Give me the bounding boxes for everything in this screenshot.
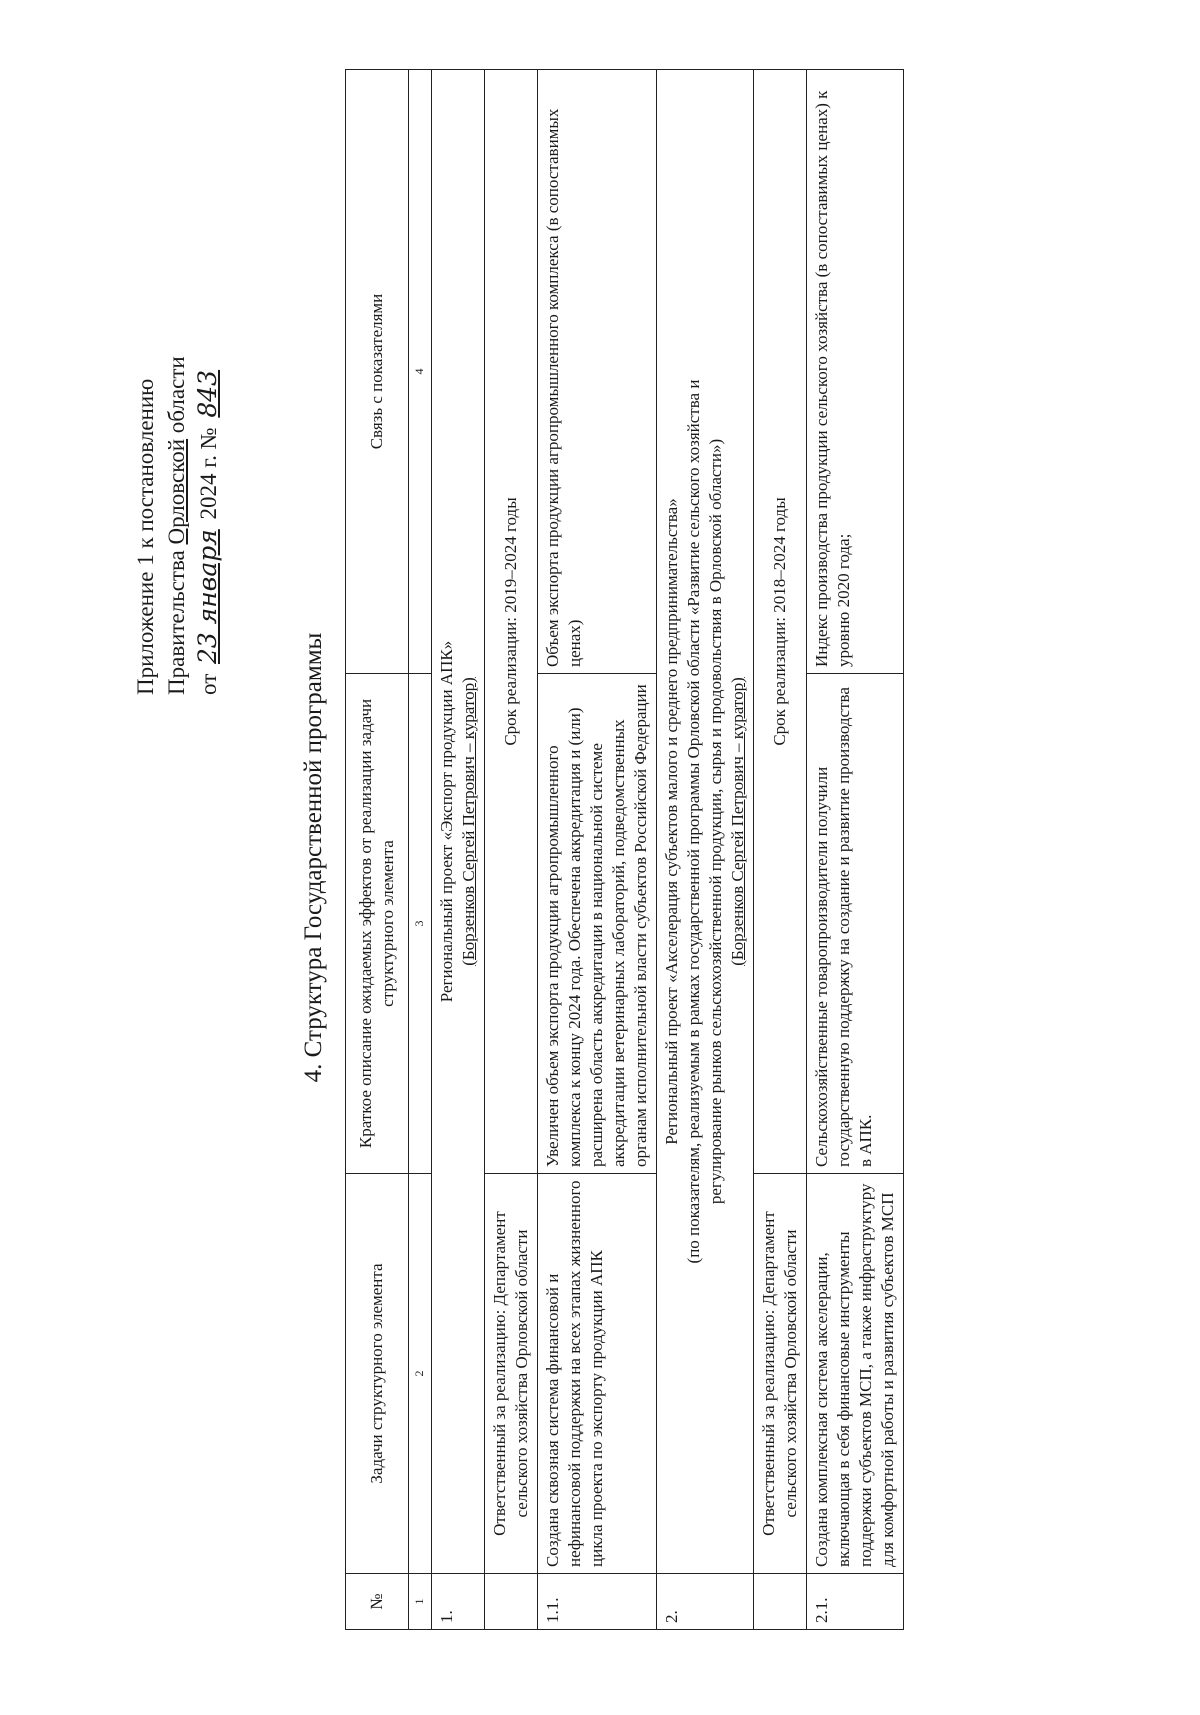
section-title: 4. Структура Государственной программы [300, 632, 327, 1083]
handwritten-date: 23 января [193, 529, 222, 664]
project-curator-text: (Борзенков Сергей Петрович – куратор) [459, 677, 478, 966]
column-number-row [409, 70, 432, 1630]
project-curator-text: (Борзенков Сергей Петрович – куратор) [728, 677, 747, 966]
task-indicators: Объем экспорта продукции агропромышленного комплекса (в сопоставимых ценах) [538, 70, 657, 674]
task-row [807, 70, 904, 1630]
empty-cell [485, 1574, 538, 1630]
column-number-3: 3 [409, 674, 432, 1174]
header-line-2-prefix: Правительства [164, 544, 189, 695]
handwritten-number: 843 [193, 369, 222, 418]
header-line-3 [192, 255, 224, 695]
period-cell: Срок реализации: 2018–2024 годы [754, 70, 807, 1174]
header-line-2 [161, 255, 192, 695]
task-row [538, 70, 657, 1630]
column-number-4: 4 [409, 70, 432, 674]
row-number: 2. [657, 1574, 754, 1630]
header-line-1: Приложение 1 к постановлению [133, 378, 158, 695]
header-cell-tasks: Задачи структурного элемента [346, 1174, 409, 1574]
program-structure-table [345, 69, 904, 1630]
task-effects: Сельскохозяйственные товаропроизводители получили государственную поддержку на создание и развитие производства в АПК. [807, 674, 904, 1174]
task-effects: Увеличен объем экспорта продукции агропромышленного комплекса к концу 2024 года. Обеспечена аккредитация и (или) расширена область аккредитации в национальной системе аккредитации ветеринарных лабораторий, подведомственных органам исполнительной власти субъектов Российской Федерации [538, 674, 657, 1174]
task-number: 1.1. [538, 1574, 657, 1630]
column-number-2: 2 [409, 1174, 432, 1574]
task-number: 2.1. [807, 1574, 904, 1630]
period-cell: Срок реализации: 2019–2024 годы [485, 70, 538, 1174]
project-scope-line-1: (по показателям, реализуемым в рамках государственной программы Орловской области «Развитие сельского хозяйства и [684, 379, 703, 1264]
project-curator [727, 76, 749, 1567]
appendix-header [130, 255, 224, 695]
responsible-row [485, 70, 538, 1630]
header-line-2-suffix: области [164, 356, 189, 439]
project-scope-line-2: регулирование рынков сельскохозяйственной продукции, сырья и продовольствия в Орловской области») [706, 438, 725, 1205]
header-cell-effects: Краткое описание ожидаемых эффектов от реализации задачи структурного элемента [346, 674, 409, 1174]
project-name [432, 70, 485, 1574]
empty-cell [754, 1574, 807, 1630]
header-year: 2024 г. № [196, 421, 221, 526]
header-cell-indicators: Связь с показателями [346, 70, 409, 674]
responsible-cell: Ответственный за реализацию: Департамент сельского хозяйства Орловской области [485, 1174, 538, 1574]
row-number: 1. [432, 1574, 485, 1630]
task-text: Создана комплексная система акселерации, включающая в себя финансовые инструменты поддержки субъектов МСП, а также инфраструктуру для комфортной работы и развития субъектов МСП [807, 1174, 904, 1574]
project-title: Региональный проект «Акселерация субъектов малого и среднего предпринимательства» [662, 498, 681, 1145]
table-header-row [346, 70, 409, 1630]
task-indicators: Индекс производства продукции сельского хозяйства (в сопоставимых ценах) к уровню 2020 года; [807, 70, 904, 674]
header-region-underlined: Орловской [164, 438, 189, 545]
project-curator [458, 76, 480, 1567]
project-title: Региональный проект «Экспорт продукции АПК» [437, 640, 456, 1003]
project-name [657, 70, 754, 1574]
project-row [432, 70, 485, 1630]
header-cell-number: № [346, 1574, 409, 1630]
project-row [657, 70, 754, 1630]
responsible-row [754, 70, 807, 1630]
responsible-cell: Ответственный за реализацию: Департамент сельского хозяйства Орловской области [754, 1174, 807, 1574]
task-text: Создана сквозная система финансовой и нефинансовой поддержки на всех этапах жизненного цикла проекта по экспорту продукции АПК [538, 1174, 657, 1574]
column-number-1: 1 [409, 1574, 432, 1630]
header-date-prefix: от [196, 668, 221, 695]
